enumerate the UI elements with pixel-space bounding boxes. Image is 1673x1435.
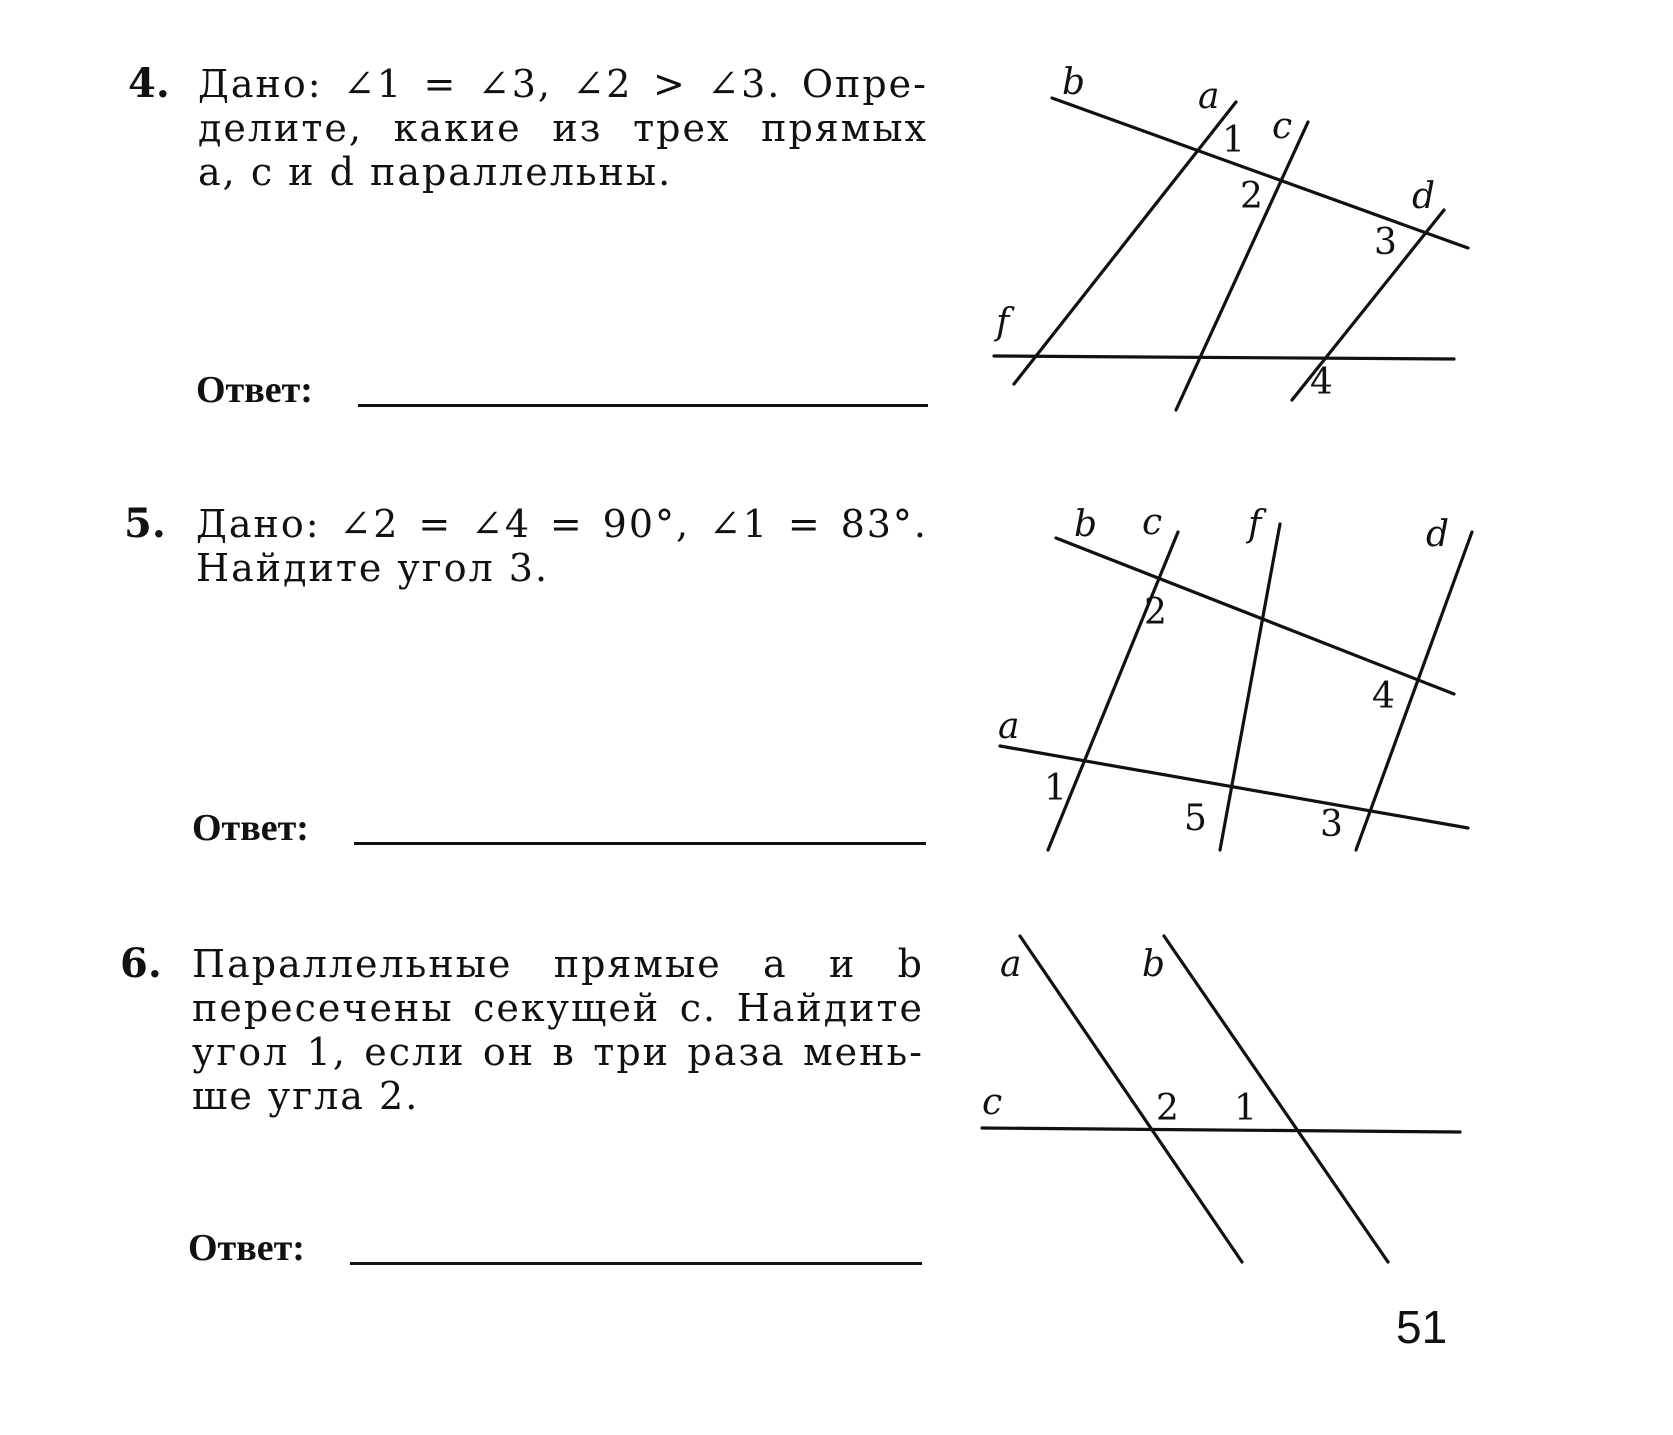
- fig5-line-b: [1056, 538, 1454, 694]
- fig4-angle-1: 1: [1222, 120, 1245, 161]
- fig5-angle-4: 4: [1372, 676, 1395, 717]
- problem-4-number: 4.: [128, 60, 170, 107]
- problem-6-line-3: угол 1, если он в три раза мень-: [192, 1030, 924, 1074]
- problem-5-answer-label: Ответ:: [192, 807, 309, 849]
- fig5-line-a: [1000, 746, 1468, 828]
- fig5-angle-2: 2: [1144, 592, 1167, 633]
- fig4-line-a: [1014, 102, 1236, 384]
- problem-6-answer-blank[interactable]: [350, 1262, 922, 1265]
- fig6-label-a: a: [1000, 944, 1022, 985]
- page-number: 51: [1396, 1301, 1448, 1353]
- fig6-line-b: [1164, 936, 1388, 1262]
- fig5-line-f: [1220, 524, 1280, 850]
- fig4-angle-4: 4: [1310, 362, 1333, 403]
- problem-6-text: [192, 942, 924, 1118]
- problem-4-line-3: a, c и d параллельны.: [198, 150, 673, 194]
- problem-4-line-1: Дано: ∠1 = ∠3, ∠2 > ∠3. Опре-: [198, 62, 928, 106]
- fig4-label-b: b: [1062, 62, 1086, 103]
- problem-5-line-1: Дано: ∠2 = ∠4 = 90°, ∠1 = 83°.: [196, 502, 928, 546]
- fig5-label-f: f: [1248, 504, 1262, 545]
- fig5-label-b: b: [1074, 504, 1098, 545]
- problem-5-text: [196, 502, 928, 590]
- problem-5-figure: [980, 500, 1480, 860]
- fig4-label-c: c: [1272, 106, 1293, 147]
- problem-4-line-2: делите, какие из трех прямых: [198, 106, 928, 150]
- problem-4-text: [198, 62, 928, 194]
- fig5-line-c: [1048, 532, 1178, 850]
- problem-6-figure: [970, 930, 1470, 1270]
- fig6-line-c: [982, 1128, 1460, 1132]
- problem-5-line-2: Найдите угол 3.: [196, 546, 550, 590]
- fig6-label-b: b: [1142, 944, 1166, 985]
- problem-6-answer-label: Ответ:: [188, 1227, 305, 1269]
- fig5-label-a: a: [998, 706, 1020, 747]
- problem-6-number: 6.: [120, 940, 162, 987]
- problem-4-answer-label: Ответ:: [196, 369, 313, 411]
- problem-5-number: 5.: [124, 500, 166, 547]
- fig4-label-a: a: [1198, 76, 1220, 117]
- problem-6-line-4: ше угла 2.: [192, 1074, 420, 1118]
- fig6-angle-1: 1: [1234, 1088, 1257, 1129]
- fig6-angle-2: 2: [1156, 1088, 1179, 1129]
- fig4-line-f: [994, 356, 1454, 359]
- fig6-label-c: c: [982, 1082, 1003, 1123]
- problem-4-figure: [980, 60, 1480, 420]
- fig4-angle-2: 2: [1240, 176, 1263, 217]
- fig5-angle-3: 3: [1320, 804, 1343, 845]
- fig4-label-d: d: [1412, 176, 1436, 217]
- fig5-angle-1: 1: [1044, 768, 1067, 809]
- fig4-label-f: f: [996, 302, 1010, 343]
- fig6-line-a: [1020, 936, 1242, 1262]
- problem-4-answer-blank[interactable]: [358, 404, 928, 407]
- fig5-label-d: d: [1426, 514, 1450, 555]
- fig4-angle-3: 3: [1374, 222, 1397, 263]
- fig5-angle-5: 5: [1184, 798, 1207, 839]
- fig5-label-c: c: [1142, 502, 1163, 543]
- problem-6-line-1: Параллельные прямые a и b: [192, 942, 924, 986]
- problem-6-line-2: пересечены секущей c. Найдите: [192, 986, 924, 1030]
- problem-5-answer-blank[interactable]: [354, 842, 926, 845]
